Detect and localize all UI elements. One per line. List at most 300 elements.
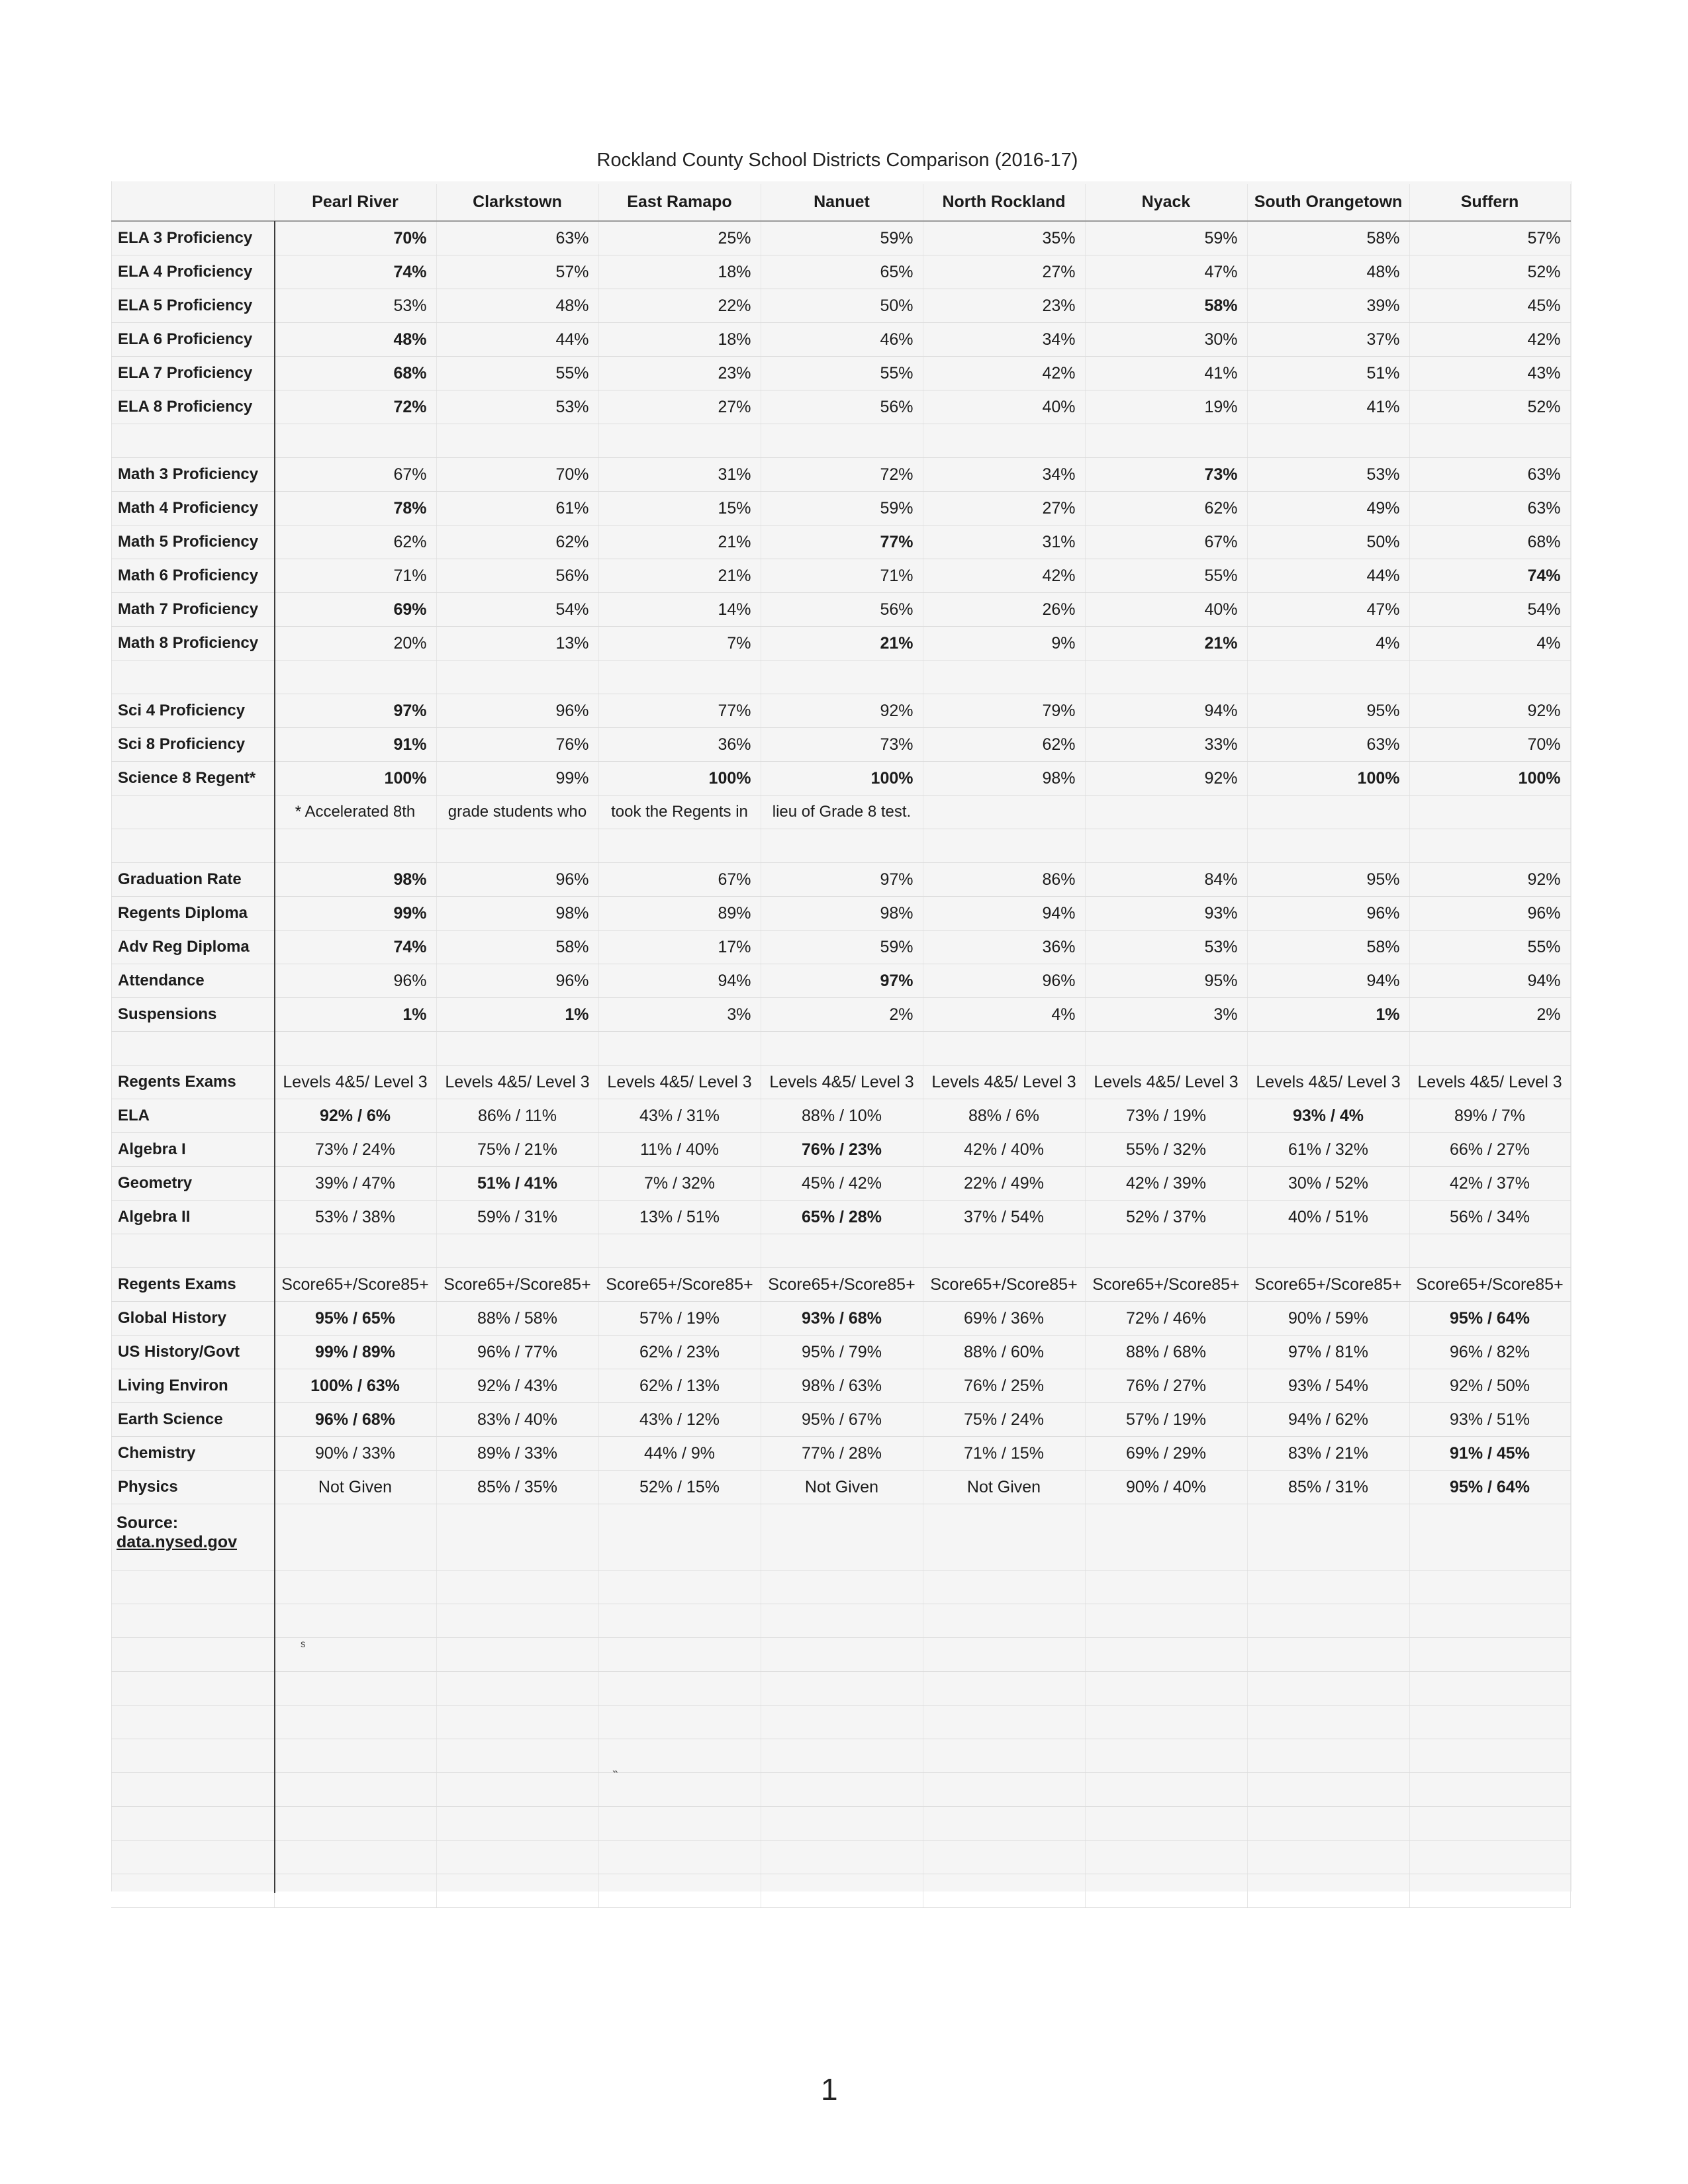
blank-row (111, 1032, 1570, 1066)
column-sub-header: Score65+/Score85+ (761, 1268, 923, 1302)
row-label: ELA 7 Proficiency (111, 357, 274, 390)
data-cell: 44% (1247, 559, 1409, 593)
empty-cell (436, 1706, 598, 1739)
empty-cell (1085, 1672, 1247, 1706)
data-cell: 22% (598, 289, 761, 323)
empty-cell (598, 1672, 761, 1706)
empty-cell (1409, 829, 1570, 863)
empty-cell (1247, 1672, 1409, 1706)
empty-cell (923, 1604, 1085, 1638)
row-label: Graduation Rate (111, 863, 274, 897)
data-cell: 95% (1247, 863, 1409, 897)
district-header: Pearl River (274, 184, 436, 221)
source-link[interactable]: data.nysed.gov (117, 1533, 237, 1551)
data-cell: 53% (436, 390, 598, 424)
data-cell: 71% / 15% (923, 1437, 1085, 1471)
row-label: Global History (111, 1302, 274, 1336)
empty-cell (1247, 1739, 1409, 1773)
district-header: Nanuet (761, 184, 923, 221)
data-cell: 76% / 23% (761, 1133, 923, 1167)
data-cell: 18% (598, 323, 761, 357)
table-row (111, 289, 1570, 323)
empty-cell (923, 1807, 1085, 1841)
empty-cell (761, 1604, 923, 1638)
table-row (111, 593, 1570, 627)
table-row (111, 1437, 1570, 1471)
data-cell: 88% / 6% (923, 1099, 1085, 1133)
data-cell: 51% / 41% (436, 1167, 598, 1201)
data-cell: 14% (598, 593, 761, 627)
scan-speck: ˢ (301, 1637, 306, 1654)
data-cell: 89% / 7% (1409, 1099, 1570, 1133)
data-cell: Not Given (923, 1471, 1085, 1504)
data-cell: 57% (1409, 221, 1570, 255)
data-cell: 35% (923, 221, 1085, 255)
scan-speck: ˵ (613, 1763, 618, 1778)
table-row (111, 1201, 1570, 1234)
data-cell: 88% / 60% (923, 1336, 1085, 1369)
empty-cell (1085, 1504, 1247, 1570)
empty-cell (1409, 424, 1570, 458)
data-cell: 55% (436, 357, 598, 390)
data-cell: 88% / 10% (761, 1099, 923, 1133)
empty-cell (598, 1807, 761, 1841)
empty-cell (1247, 1706, 1409, 1739)
data-cell: 42% / 40% (923, 1133, 1085, 1167)
data-cell: 75% / 24% (923, 1403, 1085, 1437)
column-sub-header: Score65+/Score85+ (598, 1268, 761, 1302)
data-cell: 97% (274, 694, 436, 728)
data-cell: 91% (274, 728, 436, 762)
data-cell: 96% (1409, 897, 1570, 931)
empty-cell (436, 1604, 598, 1638)
data-cell: 63% (1409, 458, 1570, 492)
data-cell: 98% / 63% (761, 1369, 923, 1403)
empty-cell (274, 1807, 436, 1841)
data-cell: 40% (923, 390, 1085, 424)
column-sub-header: Score65+/Score85+ (436, 1268, 598, 1302)
row-label: Sci 4 Proficiency (111, 694, 274, 728)
empty-cell (761, 1807, 923, 1841)
empty-cell (111, 1739, 274, 1773)
empty-cell (274, 660, 436, 694)
empty-cell (598, 1739, 761, 1773)
empty-cell (923, 1234, 1085, 1268)
data-cell: 1% (274, 998, 436, 1032)
data-cell: 53% (274, 289, 436, 323)
empty-cell (436, 1234, 598, 1268)
empty-cell (111, 1841, 274, 1874)
empty-cell (1247, 1504, 1409, 1570)
data-cell: 93% / 51% (1409, 1403, 1570, 1437)
blank-row (111, 660, 1570, 694)
empty-cell (1409, 1234, 1570, 1268)
data-cell: 59% (761, 221, 923, 255)
data-cell: 69% (274, 593, 436, 627)
data-cell: 48% (1247, 255, 1409, 289)
data-cell: 77% / 28% (761, 1437, 923, 1471)
section-header-row (111, 1066, 1570, 1099)
data-cell: 85% / 35% (436, 1471, 598, 1504)
column-sub-header: Levels 4&5/ Level 3 (923, 1066, 1085, 1099)
row-label: Math 7 Proficiency (111, 593, 274, 627)
data-cell: 57% / 19% (1085, 1403, 1247, 1437)
row-label: Math 5 Proficiency (111, 525, 274, 559)
data-cell: 57% (436, 255, 598, 289)
table-row (111, 492, 1570, 525)
data-cell: 73% (761, 728, 923, 762)
column-sub-header: Levels 4&5/ Level 3 (436, 1066, 598, 1099)
row-label: ELA 4 Proficiency (111, 255, 274, 289)
empty-cell (923, 1739, 1085, 1773)
data-cell: 79% (923, 694, 1085, 728)
blank-row (111, 1841, 1570, 1874)
data-cell: 45% / 42% (761, 1167, 923, 1201)
header-row (111, 184, 1570, 221)
data-cell: 33% (1085, 728, 1247, 762)
data-cell: 96% (436, 694, 598, 728)
empty-cell (436, 1638, 598, 1672)
data-cell: 89% / 33% (436, 1437, 598, 1471)
empty-cell (111, 796, 274, 829)
section-header-row (111, 1268, 1570, 1302)
data-cell: 52% / 15% (598, 1471, 761, 1504)
empty-cell (923, 1504, 1085, 1570)
empty-cell (598, 1773, 761, 1807)
empty-cell (274, 829, 436, 863)
row-label: Math 3 Proficiency (111, 458, 274, 492)
empty-cell (1247, 660, 1409, 694)
data-cell: 70% (274, 221, 436, 255)
data-cell: 61% (436, 492, 598, 525)
empty-cell (1247, 1773, 1409, 1807)
empty-cell (1247, 1841, 1409, 1874)
data-cell: 100% / 63% (274, 1369, 436, 1403)
data-cell: 57% / 19% (598, 1302, 761, 1336)
empty-cell (1247, 1570, 1409, 1604)
empty-cell (761, 1570, 923, 1604)
empty-cell (1409, 796, 1570, 829)
data-cell: 100% (1247, 762, 1409, 796)
data-cell: 93% / 68% (761, 1302, 923, 1336)
footnote-text: took the Regents in (598, 796, 761, 829)
data-cell: 42% (923, 559, 1085, 593)
empty-cell (111, 1672, 274, 1706)
data-cell: 59% (761, 931, 923, 964)
row-label: Physics (111, 1471, 274, 1504)
empty-cell (1085, 1570, 1247, 1604)
empty-cell (923, 1706, 1085, 1739)
empty-cell (761, 1739, 923, 1773)
data-cell: 19% (1085, 390, 1247, 424)
data-cell: 73% / 19% (1085, 1099, 1247, 1133)
empty-cell (923, 1874, 1085, 1908)
data-cell: 77% (598, 694, 761, 728)
data-cell: 98% (761, 897, 923, 931)
empty-cell (1085, 424, 1247, 458)
data-cell: 86% / 11% (436, 1099, 598, 1133)
data-cell: 72% / 46% (1085, 1302, 1247, 1336)
blank-row (111, 1638, 1570, 1672)
empty-cell (1085, 1874, 1247, 1908)
empty-cell (598, 1874, 761, 1908)
row-label: ELA 5 Proficiency (111, 289, 274, 323)
data-cell: 83% / 21% (1247, 1437, 1409, 1471)
empty-cell (274, 1672, 436, 1706)
data-cell: 67% (274, 458, 436, 492)
empty-cell (598, 424, 761, 458)
data-cell: 90% / 59% (1247, 1302, 1409, 1336)
data-cell: 48% (274, 323, 436, 357)
data-cell: 41% (1247, 390, 1409, 424)
data-cell: 69% / 36% (923, 1302, 1085, 1336)
corner-cell (111, 184, 274, 221)
data-cell: 67% (598, 863, 761, 897)
footnote-text: lieu of Grade 8 test. (761, 796, 923, 829)
data-cell: 94% (1409, 964, 1570, 998)
data-cell: 1% (436, 998, 598, 1032)
data-cell: 78% (274, 492, 436, 525)
data-cell: 63% (1409, 492, 1570, 525)
empty-cell (1409, 1672, 1570, 1706)
table-row (111, 559, 1570, 593)
data-cell: 2% (761, 998, 923, 1032)
empty-cell (274, 1234, 436, 1268)
blank-row (111, 1706, 1570, 1739)
data-cell: 93% (1085, 897, 1247, 931)
data-cell: 96% / 68% (274, 1403, 436, 1437)
blank-row (111, 1570, 1570, 1604)
data-cell: 92% (761, 694, 923, 728)
data-cell: 70% (1409, 728, 1570, 762)
empty-cell (761, 1638, 923, 1672)
empty-cell (436, 1570, 598, 1604)
data-cell: 88% / 68% (1085, 1336, 1247, 1369)
data-cell: 62% (436, 525, 598, 559)
row-label: Math 8 Proficiency (111, 627, 274, 660)
table-row (111, 1167, 1570, 1201)
empty-cell (1247, 424, 1409, 458)
district-header: East Ramapo (598, 184, 761, 221)
data-cell: 43% / 31% (598, 1099, 761, 1133)
data-cell: 31% (598, 458, 761, 492)
data-cell: 75% / 21% (436, 1133, 598, 1167)
data-cell: 96% / 82% (1409, 1336, 1570, 1369)
empty-cell (923, 796, 1085, 829)
data-cell: 39% (1247, 289, 1409, 323)
empty-cell (436, 1504, 598, 1570)
empty-cell (1409, 1739, 1570, 1773)
data-cell: 97% / 81% (1247, 1336, 1409, 1369)
data-cell: 50% (1247, 525, 1409, 559)
data-cell: 58% (1247, 221, 1409, 255)
data-cell: 92% (1409, 694, 1570, 728)
data-cell: 23% (598, 357, 761, 390)
data-cell: 4% (1247, 627, 1409, 660)
data-cell: 34% (923, 323, 1085, 357)
empty-cell (923, 829, 1085, 863)
empty-cell (598, 1638, 761, 1672)
empty-cell (923, 1773, 1085, 1807)
data-cell: 59% / 31% (436, 1201, 598, 1234)
data-cell: 92% / 43% (436, 1369, 598, 1403)
empty-cell (274, 1570, 436, 1604)
column-sub-header: Score65+/Score85+ (1409, 1268, 1570, 1302)
page-title: Rockland County School Districts Comparison (2016-17) (596, 150, 1078, 171)
table-row (111, 728, 1570, 762)
data-cell: 76% / 27% (1085, 1369, 1247, 1403)
empty-cell (1085, 1032, 1247, 1066)
data-cell: 100% (598, 762, 761, 796)
empty-cell (761, 1841, 923, 1874)
empty-cell (1085, 1234, 1247, 1268)
table-row (111, 525, 1570, 559)
data-cell: 62% (923, 728, 1085, 762)
data-cell: 7% (598, 627, 761, 660)
data-cell: 56% (761, 390, 923, 424)
data-cell: 36% (923, 931, 1085, 964)
data-cell: 43% (1409, 357, 1570, 390)
empty-cell (274, 1841, 436, 1874)
source-label: Source: (117, 1514, 179, 1532)
data-cell: 76% (436, 728, 598, 762)
data-cell: 42% / 39% (1085, 1167, 1247, 1201)
row-label: Sci 8 Proficiency (111, 728, 274, 762)
empty-cell (1247, 1807, 1409, 1841)
data-cell: 69% / 29% (1085, 1437, 1247, 1471)
data-cell: 94% / 62% (1247, 1403, 1409, 1437)
row-label: US History/Govt (111, 1336, 274, 1369)
data-cell: 21% (761, 627, 923, 660)
empty-cell (436, 424, 598, 458)
data-cell: 53% (1247, 458, 1409, 492)
row-label: Regents Diploma (111, 897, 274, 931)
column-sub-header: Levels 4&5/ Level 3 (598, 1066, 761, 1099)
data-cell: 45% (1409, 289, 1570, 323)
data-cell: 72% (274, 390, 436, 424)
blank-row (111, 1807, 1570, 1841)
empty-cell (1085, 1604, 1247, 1638)
empty-cell (436, 1773, 598, 1807)
column-sub-header: Levels 4&5/ Level 3 (1409, 1066, 1570, 1099)
data-cell: 92% / 6% (274, 1099, 436, 1133)
data-cell: 25% (598, 221, 761, 255)
empty-cell (436, 1841, 598, 1874)
column-sub-header: Score65+/Score85+ (1085, 1268, 1247, 1302)
data-cell: 31% (923, 525, 1085, 559)
data-cell: 55% / 32% (1085, 1133, 1247, 1167)
empty-cell (1247, 1638, 1409, 1672)
blank-row (111, 1672, 1570, 1706)
data-cell: 46% (761, 323, 923, 357)
data-cell: 1% (1247, 998, 1409, 1032)
data-cell: 92% (1085, 762, 1247, 796)
column-sub-header: Score65+/Score85+ (274, 1268, 436, 1302)
comparison-table (111, 184, 1571, 1908)
empty-cell (1085, 829, 1247, 863)
data-cell: 56% (436, 559, 598, 593)
blank-row (111, 1604, 1570, 1638)
data-cell: 27% (923, 492, 1085, 525)
source-row (111, 1504, 1570, 1570)
row-label: Living Environ (111, 1369, 274, 1403)
data-cell: 41% (1085, 357, 1247, 390)
data-cell: 100% (1409, 762, 1570, 796)
data-cell: 49% (1247, 492, 1409, 525)
data-cell: 73% / 24% (274, 1133, 436, 1167)
table-row (111, 1403, 1570, 1437)
empty-cell (436, 1739, 598, 1773)
footnote-text: * Accelerated 8th (274, 796, 436, 829)
blank-row (111, 1739, 1570, 1773)
data-cell: 55% (761, 357, 923, 390)
data-cell: 52% (1409, 390, 1570, 424)
empty-cell (761, 1706, 923, 1739)
data-cell: 96% (436, 863, 598, 897)
column-sub-header: Levels 4&5/ Level 3 (274, 1066, 436, 1099)
empty-cell (274, 1638, 436, 1672)
empty-cell (274, 1773, 436, 1807)
data-cell: 96% (1247, 897, 1409, 931)
row-label: Math 6 Proficiency (111, 559, 274, 593)
data-cell: 96% (923, 964, 1085, 998)
data-cell: 90% / 33% (274, 1437, 436, 1471)
district-header: Clarkstown (436, 184, 598, 221)
data-cell: 70% (436, 458, 598, 492)
empty-cell (1085, 1638, 1247, 1672)
empty-cell (1409, 1504, 1570, 1570)
empty-cell (1085, 1773, 1247, 1807)
data-cell: 83% / 40% (436, 1403, 598, 1437)
row-label: Algebra II (111, 1201, 274, 1234)
data-cell: 4% (923, 998, 1085, 1032)
data-cell: 96% (274, 964, 436, 998)
empty-cell (111, 1604, 274, 1638)
data-cell: 65% (761, 255, 923, 289)
empty-cell (598, 1706, 761, 1739)
data-cell: 40% (1085, 593, 1247, 627)
data-cell: 94% (598, 964, 761, 998)
data-cell: 61% / 32% (1247, 1133, 1409, 1167)
data-cell: 55% (1085, 559, 1247, 593)
empty-cell (436, 1032, 598, 1066)
row-label: Geometry (111, 1167, 274, 1201)
data-cell: 52% / 37% (1085, 1201, 1247, 1234)
table-row (111, 1099, 1570, 1133)
empty-cell (111, 660, 274, 694)
empty-cell (598, 1504, 761, 1570)
empty-cell (111, 1032, 274, 1066)
column-sub-header: Levels 4&5/ Level 3 (1085, 1066, 1247, 1099)
empty-cell (1409, 1773, 1570, 1807)
empty-cell (923, 1672, 1085, 1706)
empty-cell (1409, 660, 1570, 694)
table-row (111, 863, 1570, 897)
data-cell: 95% (1085, 964, 1247, 998)
data-cell: 11% / 40% (598, 1133, 761, 1167)
empty-cell (1247, 1604, 1409, 1638)
data-cell: 54% (1409, 593, 1570, 627)
data-cell: 9% (923, 627, 1085, 660)
empty-cell (1085, 1841, 1247, 1874)
district-header: Nyack (1085, 184, 1247, 221)
blank-row (111, 1874, 1570, 1908)
empty-cell (111, 1706, 274, 1739)
data-cell: 53% / 38% (274, 1201, 436, 1234)
empty-cell (274, 1504, 436, 1570)
data-cell: 66% / 27% (1409, 1133, 1570, 1167)
data-cell: 51% (1247, 357, 1409, 390)
